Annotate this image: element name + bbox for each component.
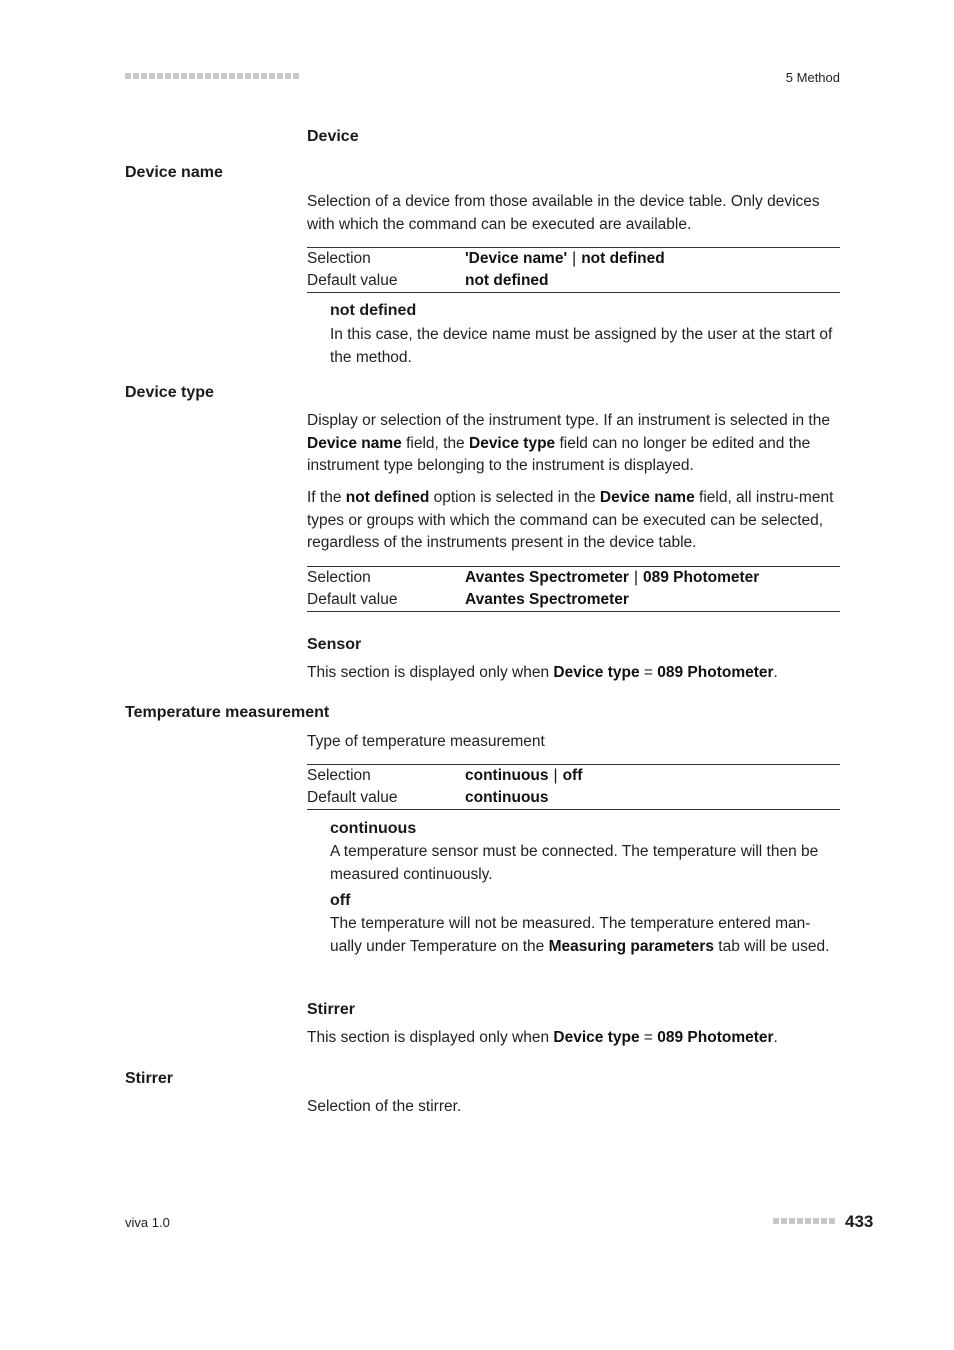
default-key: Default value [307,272,398,289]
option-title-off: off [330,892,351,909]
selection-key: Selection [307,569,371,586]
selection-row [307,765,840,787]
sensor-note [307,662,841,685]
text: field, the [401,434,469,452]
default-row [307,787,840,809]
default-row [307,589,840,611]
page-number: 433 [845,1212,874,1231]
selection-value: Avantes Spectrometer [465,569,629,586]
field-label-temperature-measurement: Temperature measurement [125,704,330,721]
bold-text: Device name [307,434,402,452]
selection-value: 089 Photometer [643,569,760,586]
text: . [773,1029,778,1046]
device-name-table [307,247,840,293]
bold-text: Device type [553,1029,640,1046]
section-title-device: Device [307,128,359,145]
text: option is selected in the [429,489,600,506]
selection-values: continuous | off [465,767,583,784]
text: tab will be used. [713,937,830,955]
product-version: viva 1.0 [125,1215,170,1230]
text: This section is displayed only when [307,664,554,681]
text: This section is displayed only when [307,1029,554,1046]
bold-text: Measuring parameters [548,937,714,955]
device-name-description: Selection of a device from those available in the device table. Only devices with which the command can be executed are available. [307,193,820,233]
header-decoration [125,73,299,79]
option-title-not-defined: not defined [330,302,417,319]
selection-key: Selection [307,767,371,784]
default-value: not defined [465,272,549,289]
device-type-table [307,566,840,612]
stirrer-note [307,1027,841,1050]
selection-row [307,248,840,270]
selection-key: Selection [307,250,371,267]
default-key: Default value [307,591,398,608]
device-type-para-1 [307,410,841,478]
text: Display or selection of the instrument type. If an instrument is selected in the [307,412,830,429]
section-title-sensor: Sensor [307,636,362,653]
text: field can no longer be edited and the instrument type belonging to the instrument is displayed. [307,434,811,474]
field-label-device-type: Device type [125,384,214,401]
bold-text: 089 Photometer [657,664,774,681]
temperature-table [307,764,840,810]
bold-text: Device name [599,489,695,506]
option-text-off [330,913,840,958]
temperature-description: Type of temperature measurement [307,733,545,750]
field-label-device-name: Device name [125,164,223,181]
text: = [639,664,658,681]
selection-values: Avantes Spectrometer | 089 Photometer [465,569,760,586]
text: . [773,664,778,681]
option-title-continuous: continuous [330,820,417,837]
selection-value: not defined [581,250,665,267]
default-row [307,270,840,292]
chapter-header: 5 Method [785,70,840,85]
text: The temperature will not be measured. The temperature entered man-ually under Temperature on the [330,915,811,955]
default-value: Avantes Spectrometer [465,591,629,608]
selection-value: continuous [465,767,549,784]
footer-decoration [773,1218,835,1224]
stirrer-description: Selection of the stirrer. [307,1098,462,1115]
selection-values: 'Device name' | not defined [465,250,665,267]
bold-text: 089 Photometer [657,1029,774,1046]
selection-value: off [562,767,583,784]
default-value: continuous [465,789,549,806]
text: field, all instru-ment types or groups with which the command can be executed can be selected, regardless of the instruments present in the device table. [307,489,834,551]
default-key: Default value [307,789,398,806]
text: = [639,1029,658,1046]
device-type-para-2 [307,487,841,555]
field-label-stirrer: Stirrer [125,1070,174,1087]
bold-text: Device type [553,664,640,681]
bold-text: Device type [469,434,556,452]
selection-value: 'Device name' [465,250,568,267]
option-text-continuous: A temperature sensor must be connected. The temperature will then be measured continuously. [330,843,819,883]
bold-text: not defined [345,489,430,506]
section-title-stirrer: Stirrer [307,1001,356,1018]
selection-row [307,567,840,589]
text: If the [307,489,346,506]
option-text-not-defined: In this case, the device name must be assigned by the user at the start of the method. [330,326,833,366]
